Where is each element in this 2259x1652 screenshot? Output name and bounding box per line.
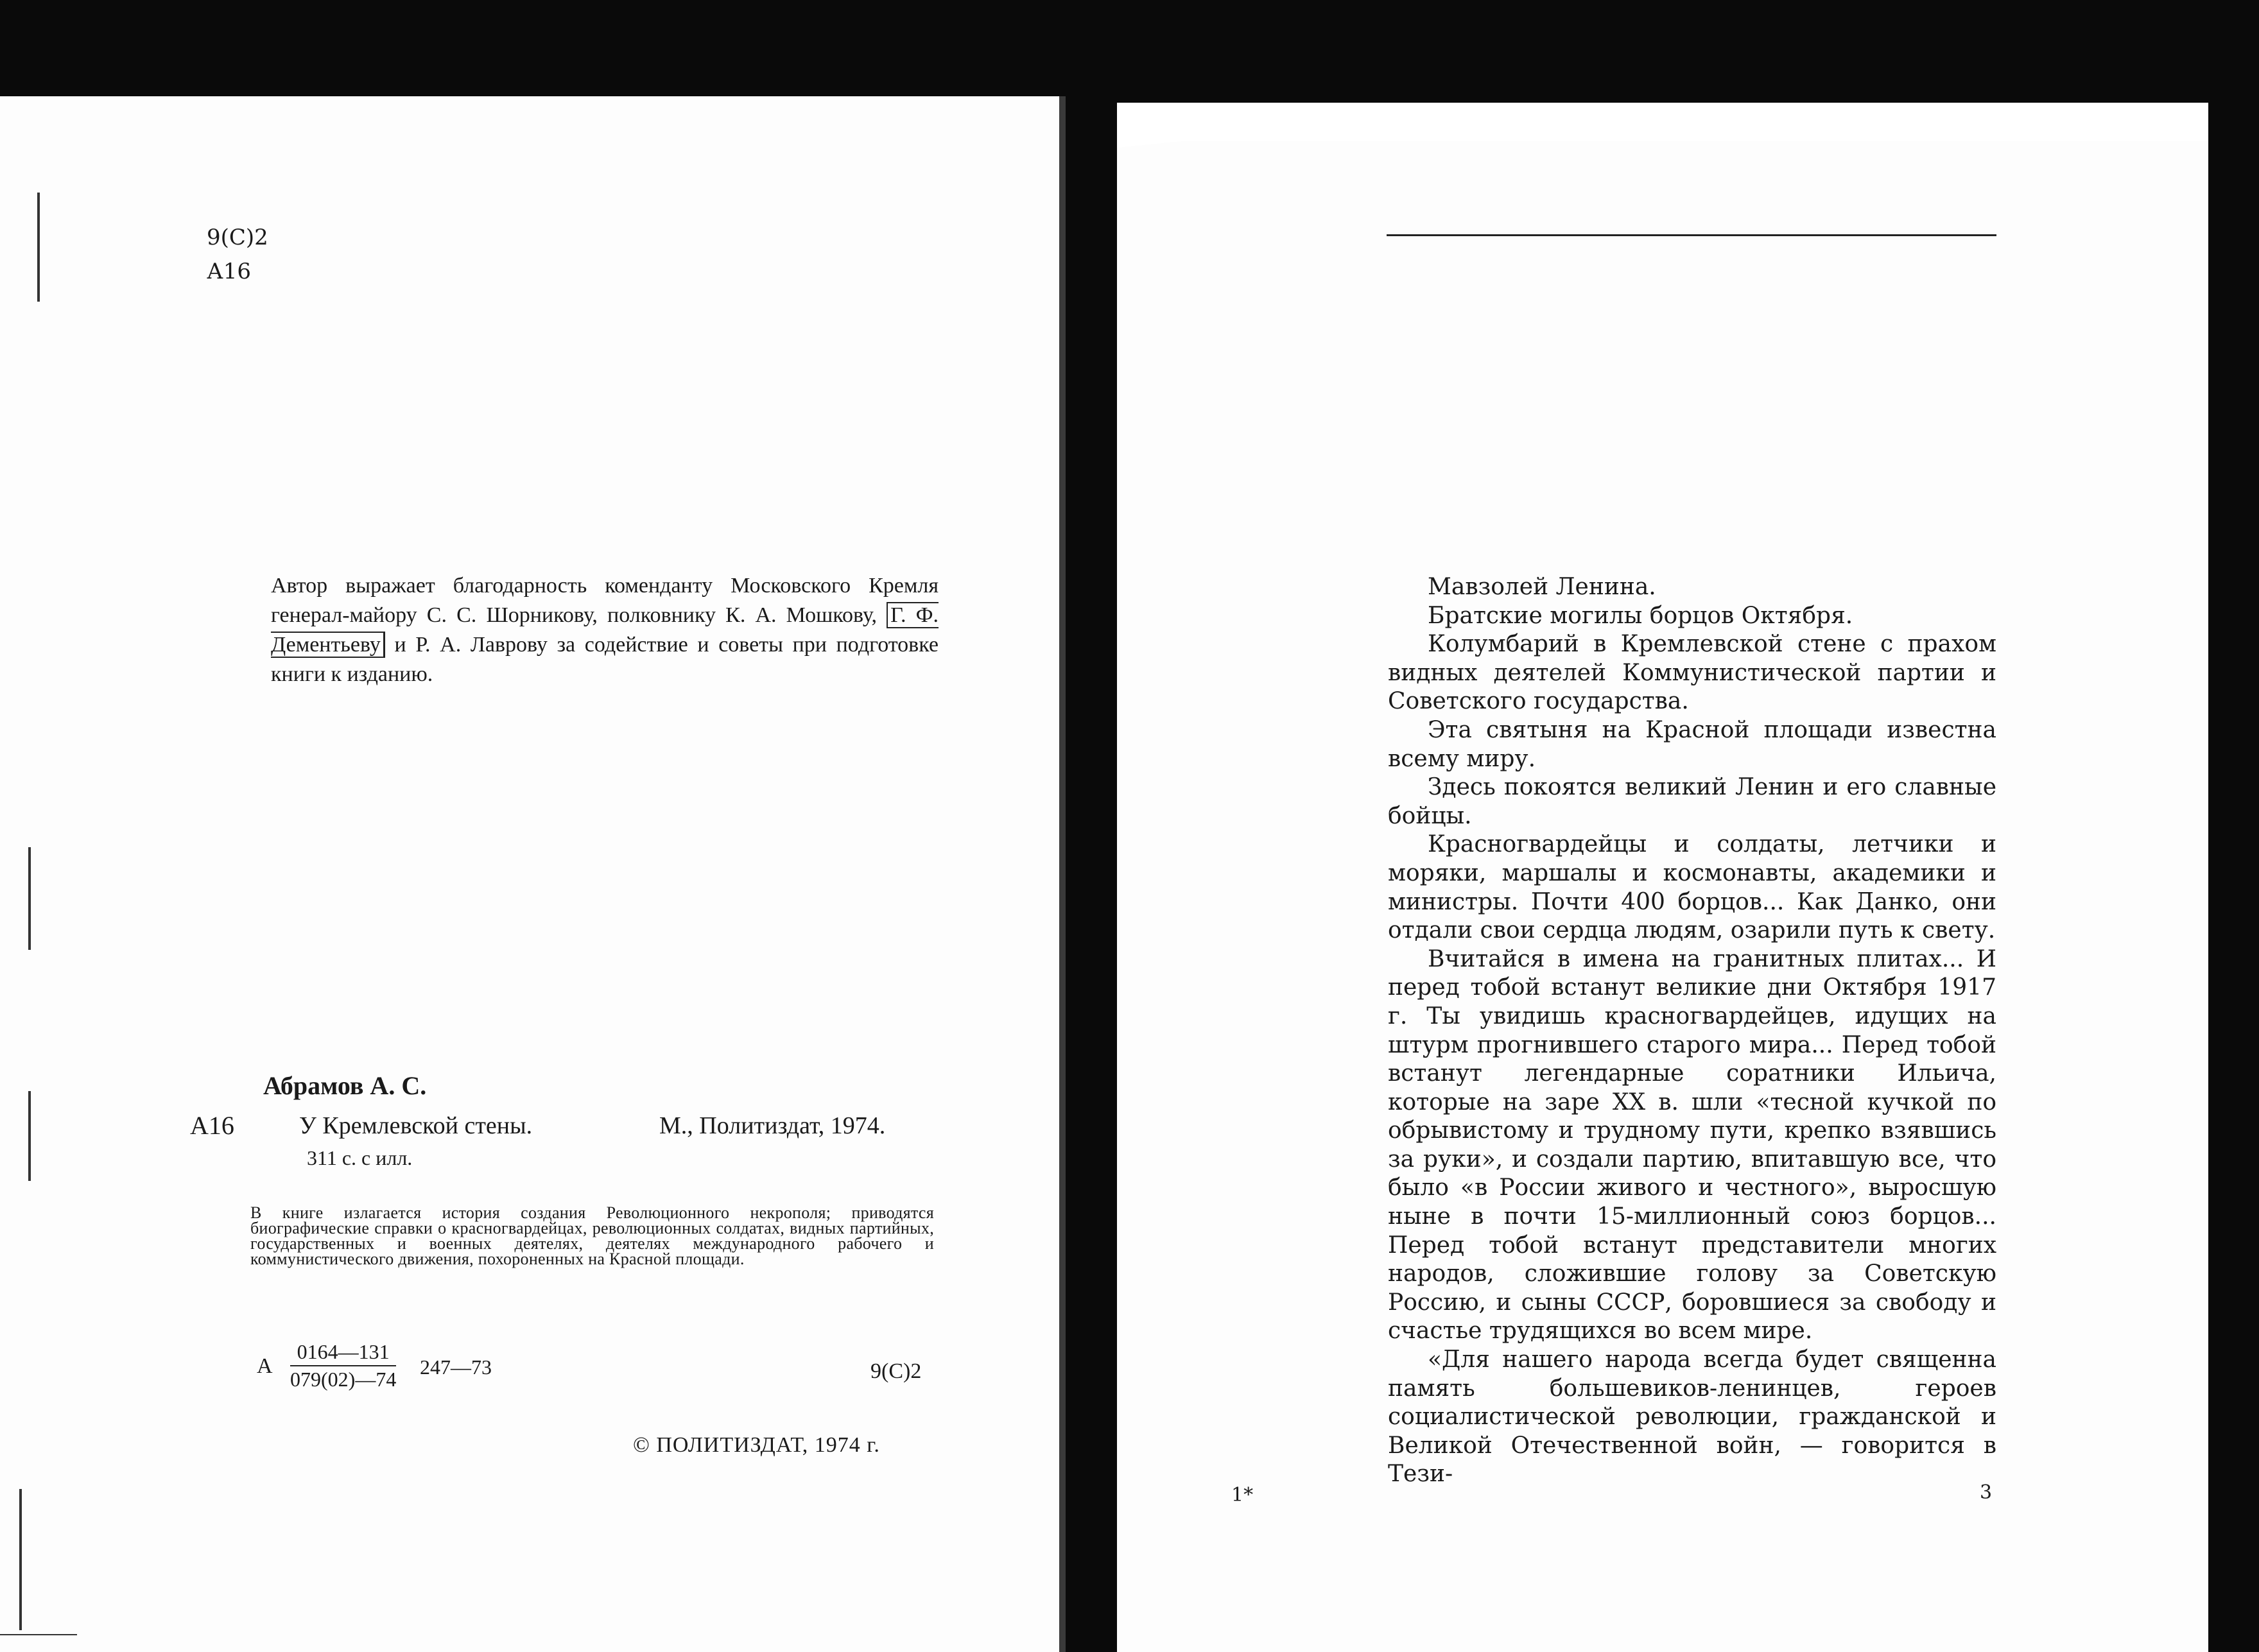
acknowledgement bbox=[271, 571, 939, 689]
paragraph: Вчитайся в имена на гранитных плитах... И перед тобой встанут великие дни Октября 1917 г. Ты увидишь красногвардейцев, идущих на штурм прогнившего старого мира... Перед тобой встанут легендарные соратники Ильича, которые на заре XX в. шли «тесной кучкой по обрывистому и трудному пути, крепко взявшись за руки», и создали партию, впитавшую все, что было «в России живого и честного», выросшую ныне в почти 15-миллионный союз борцов... Перед тобой встанут представители многих народов, сложившие голову за Советскую Россию, и сыны СССР, боровшиеся за свободу и счастье трудящихся во всем мире. bbox=[1388, 945, 1996, 1345]
paragraph: «Для нашего народа всегда будет священна память большевиков-ленинцев, героев социалистической революции, гражданской и Великой Отечественной войн, — говорится в Тези- bbox=[1388, 1347, 1996, 1488]
catalog-annotation: В книге излагается история создания Революционного некрополя; приводятся биографические справки о красногвардейцах, революционных солдатах, видных партийных, государственных и военных деятелях, деятелях международного рабочего и коммунистического движения, похороненных на Красной площади. bbox=[250, 1203, 934, 1268]
copyright-line: © ПОЛИТИЗДАТ, 1974 г. bbox=[633, 1433, 880, 1457]
signature-mark: 1* bbox=[1231, 1484, 1254, 1506]
paragraph: Колумбарий в Кремлевской стене с прахом видных деятелей Коммунистической партии и Советского государства. bbox=[1388, 631, 1996, 715]
scan-edge-mark bbox=[37, 193, 40, 302]
catalog-pages: 311 с. с илл. bbox=[307, 1146, 413, 1169]
scan-edge-mark bbox=[28, 1091, 31, 1181]
paragraph: Мавзолей Ленина. bbox=[1428, 574, 1656, 600]
paragraph: Красногвардейцы и солдаты, летчики и моряки, маршалы и космонавты, академики и министры. Почти 400 борцов... Как Данко, они отдали свои сердца людям, озарили путь к свету. bbox=[1388, 831, 1996, 944]
acknowledgement-text-end: и Р. А. Лаврову за содействие и советы при подготовке книги к изданию. bbox=[271, 633, 939, 686]
catalog-imprint: М., Политиздат, 1974. bbox=[659, 1112, 886, 1139]
left-page bbox=[0, 96, 1059, 1652]
header-rule bbox=[1387, 234, 1996, 236]
paragraph: Братские могилы борцов Октября. bbox=[1428, 602, 1853, 629]
book-gutter bbox=[1066, 96, 1117, 1652]
catalog-code-tail: 247—73 bbox=[420, 1355, 492, 1379]
page-number: 3 bbox=[1980, 1481, 1993, 1504]
scan-edge-mark bbox=[28, 847, 31, 950]
acknowledgement-text-start: Автор выражает благодарность коменданту Московского Кремля генерал-майору С. С. Шорникову, полковнику К. А. Мошкову, bbox=[271, 574, 939, 627]
scan-edge-mark bbox=[0, 1634, 77, 1635]
classification-code-top: 9(С)2 bbox=[207, 225, 268, 250]
scan-edge-mark bbox=[19, 1489, 22, 1630]
catalog-code-letter: А bbox=[257, 1354, 273, 1378]
boxed-name-deceased: Г. Ф. Дементьеву bbox=[271, 603, 939, 657]
catalog-author: Абрамов А. С. bbox=[263, 1071, 427, 1100]
index-code-top: А16 bbox=[207, 259, 252, 284]
scanner-background-top bbox=[0, 0, 2259, 103]
paragraph: Эта святыня на Красной площади известна всему миру. bbox=[1388, 716, 1996, 772]
catalog-index: А16 bbox=[190, 1111, 234, 1140]
classification-code-bottom: 9(С)2 bbox=[870, 1359, 922, 1383]
fraction-numerator: 0164—131 bbox=[290, 1340, 396, 1366]
paragraph: Здесь покоятся великий Ленин и его славные бойцы. bbox=[1388, 774, 1996, 829]
fraction-denominator: 079(02)—74 bbox=[290, 1368, 397, 1391]
catalog-code-fraction bbox=[290, 1340, 396, 1391]
scanner-background-right bbox=[2208, 96, 2259, 1652]
right-page-body bbox=[1388, 573, 1996, 1489]
catalog-book-title: У Кремлевской стены. bbox=[299, 1112, 533, 1139]
